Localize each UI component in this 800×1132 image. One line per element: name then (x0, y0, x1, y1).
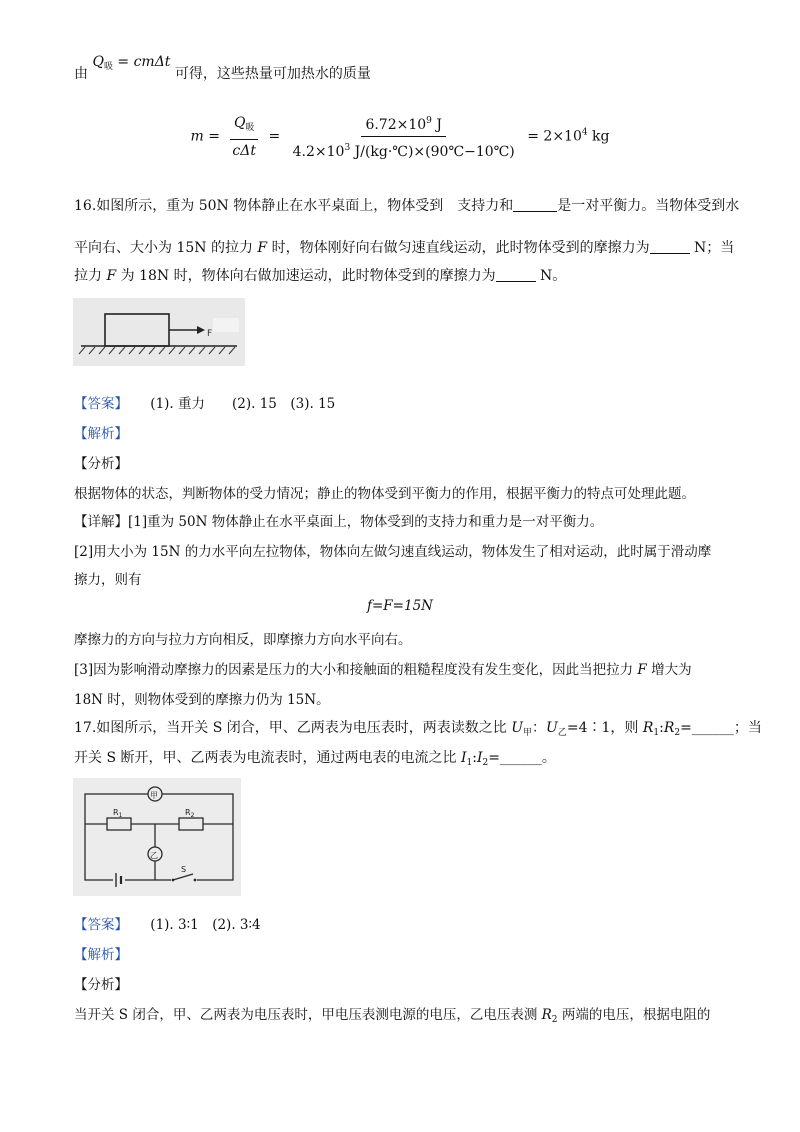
q17-analysis-tag: 【解析】 (74, 947, 128, 963)
q16-answer: 【答案】 (1). 重力 (2). 15 (3). 15 (74, 396, 336, 412)
q16-analysis-tag: 【解析】 (74, 426, 128, 442)
fraction-q-over-ct: $\frac{Q_吸}{\text{cΔt}}$ (228, 114, 260, 160)
battery-icon (113, 873, 125, 887)
block (105, 314, 169, 346)
force-label: F (207, 329, 213, 339)
fraction-values: $\frac{6.72\times 10^9 J}{4.2\times 10^3 J/(kg\cdot℃)\times(90℃-10℃)}$ (289, 112, 519, 161)
resistor-r2-label: $R_2$ (185, 808, 195, 819)
ground-hatch (79, 347, 235, 354)
intro-formula: $Q_吸 = cm\Delta t$ (92, 54, 171, 72)
intro-line (74, 54, 371, 89)
q16-detail-3a: [3]因为影响滑动摩擦力的因素是压力的大小和接触面的粗糙程度没有发生变化，因此当把拉力 F 增大为 (74, 662, 692, 678)
intro-suffix: 可得，这些热量可加热水的质量 (174, 66, 371, 82)
circuit-diagram (73, 778, 241, 896)
q16-detail-eq: f=F=15N (367, 598, 433, 614)
q17-line1: 17.如图所示，当开关 S 闭合，甲、乙两表为电压表时，两表读数之比 $U_甲$：$U_乙=4∶1$，则 $R_1:R_2=\_\_\_\_\_\_$；当 (74, 720, 762, 738)
q16-detail-3b: 18N 时，则物体受到的摩擦力仍为 15N。 (74, 692, 330, 708)
q17-fenxi-tag: 【分析】 (74, 977, 128, 993)
q16-line2: 平向右、大小为 15N 的拉力 F 时，物体刚好向右做匀速直线运动，此时物体受到的摩擦力为 N；当 (74, 240, 735, 256)
q16-detail-2b: 擦力，则有 (74, 572, 142, 588)
block-diagram (73, 298, 245, 366)
q16-fenxi-tag: 【分析】 (74, 456, 128, 472)
resistor-r2-icon (179, 818, 203, 830)
block-figure (73, 298, 245, 366)
circuit-figure (73, 778, 241, 896)
switch-label: S (181, 865, 187, 874)
resistor-r1-icon (107, 818, 131, 830)
q17-line2: 开关 S 断开，甲、乙两表为电流表时，通过两电表的电流之比 $I_1:I_2=\_\_\_\_\_\_$。 (74, 750, 556, 768)
q16-detail-1: 【详解】[1]重为 50N 物体静止在水平桌面上，物体受到的支持力和重力是一对平衡力。 (74, 514, 604, 530)
blank (513, 197, 557, 212)
circuit-loop (85, 794, 233, 880)
mass-formula: m = $\frac{Q_吸}{\text{cΔt}}$ = $\frac{6.72\times 10^9 J}{4.2\times 10^3 J/(kg\cdot℃)\times(90℃-10℃)}$ = $2\times 10^4$ kg (0, 112, 800, 161)
blank (650, 239, 690, 254)
q16-fenxi-text: 根据物体的状态，判断物体的受力情况；静止的物体受到平衡力的作用，根据平衡力的特点可处理此题。 (74, 486, 695, 502)
meter-yi-label: 乙 (150, 851, 158, 860)
q16-detail-2c: 摩擦力的方向与拉力方向相反，即摩擦力方向水平向右。 (74, 632, 412, 648)
switch-icon (171, 874, 197, 885)
intro-prefix: 由 (74, 66, 88, 82)
meter-jia-label: 甲 (150, 791, 158, 800)
q17-answer: 【答案】 (1). 3∶1 (2). 3∶4 (74, 917, 261, 933)
q16-line3: 拉力 F 为 18N 时，物体向右做加速运动，此时物体受到的摩擦力为 N。 (74, 268, 567, 284)
blank (496, 267, 536, 282)
resistor-r1-label: $R_1$ (113, 808, 123, 819)
label-patch (213, 318, 239, 332)
q16-line1: 16.如图所示，重为 50N 物体静止在水平桌面上，物体受到 支持力和 是一对平衡力。当物体受到水 (74, 198, 740, 214)
q16-detail-2a: [2]用大小为 15N 的力水平向左拉物体，物体向左做匀速直线运动，物体发生了相对运动，此时属于滑动摩 (74, 544, 712, 560)
arrow-head-icon (197, 326, 205, 334)
q17-fenxi-text: 当开关 S 闭合，甲、乙两表为电压表时，甲电压表测电源的电压，乙电压表测 $R_2$ 两端的电压，根据电阻的 (74, 1007, 711, 1025)
